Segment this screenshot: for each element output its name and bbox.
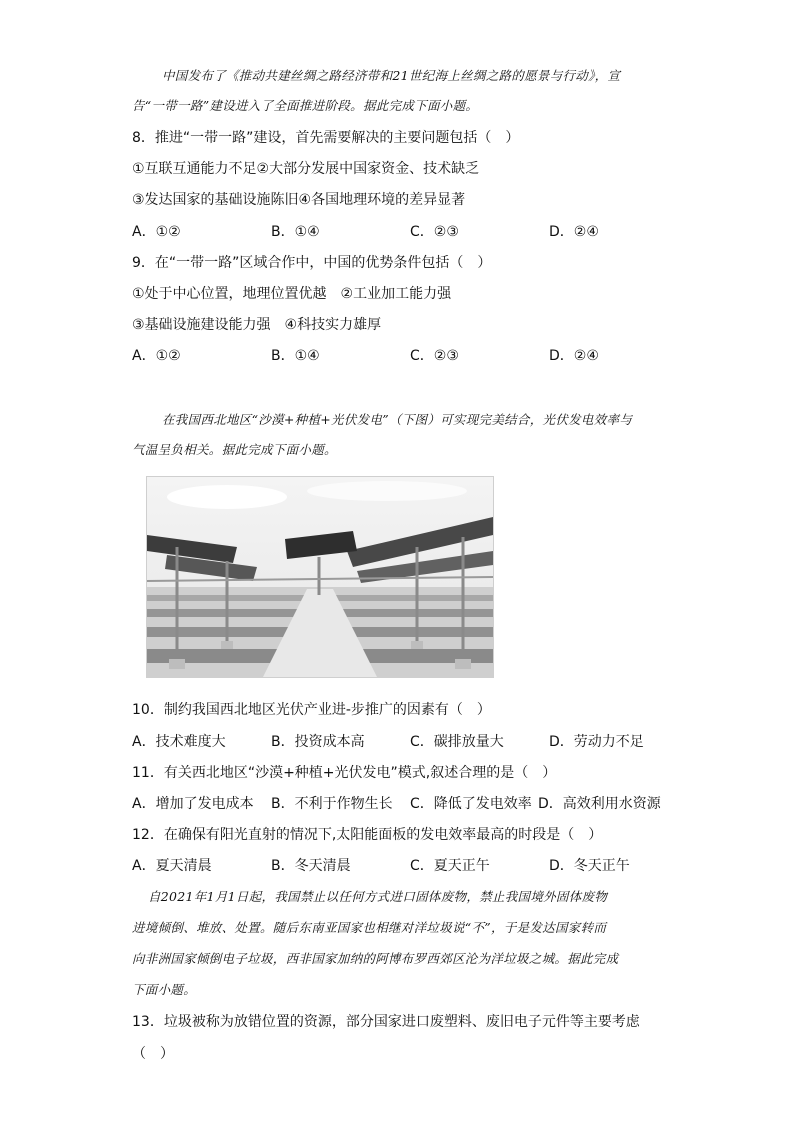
question-11-stem: 11．有关西北地区“沙漠+种植+光伏发电”模式,叙述合理的是（ ） — [132, 765, 557, 781]
question-13-stem-line2: （ ） — [132, 1046, 174, 1062]
question-12-option-a[interactable]: A．夏天清晨 — [132, 858, 212, 874]
intro-photovoltaic-line1: 在我国西北地区“沙漠+种植+光伏发电”（下图）可实现完美结合，光伏发电效率与 — [162, 412, 633, 427]
intro-belt-road-line1: 中国发布了《推动共建丝绸之路经济带和21世纪海上丝绸之路的愿景与行动》，宣 — [162, 68, 621, 83]
question-10-option-c[interactable]: C．碳排放量大 — [410, 734, 504, 750]
question-11-option-b[interactable]: B．不利于作物生长 — [271, 796, 393, 812]
question-10-option-a[interactable]: A．技术难度大 — [132, 734, 226, 750]
question-12-option-b[interactable]: B．冬天清晨 — [271, 858, 351, 874]
intro-photovoltaic-line2: 气温呈负相关。据此完成下面小题。 — [132, 442, 337, 457]
question-10-option-d[interactable]: D．劳动力不足 — [549, 734, 644, 750]
intro-belt-road-line2: 告“一带一路”建设进入了全面推进阶段。据此完成下面小题。 — [132, 98, 479, 113]
question-8-option-a[interactable]: A．①② — [132, 224, 181, 240]
question-9-option-b[interactable]: B．①④ — [271, 348, 320, 364]
question-9-items-line1: ①处于中心位置，地理位置优越 ②工业加工能力强 — [132, 286, 452, 302]
question-12-option-c[interactable]: C．夏天正午 — [410, 858, 490, 874]
question-10-option-b[interactable]: B．投资成本高 — [271, 734, 365, 750]
question-11-option-a[interactable]: A．增加了发电成本 — [132, 796, 254, 812]
question-8-stem: 8．推进“一带一路”建设，首先需要解决的主要问题包括（ ） — [132, 130, 520, 146]
question-8-option-b[interactable]: B．①④ — [271, 224, 320, 240]
question-9-option-c[interactable]: C．②③ — [410, 348, 459, 364]
question-10-stem: 10．制约我国西北地区光伏产业进-步推广的因素有（ ） — [132, 702, 491, 718]
question-9-stem: 9．在“一带一路”区域合作中，中国的优势条件包括（ ） — [132, 255, 492, 271]
question-12-option-d[interactable]: D．冬天正午 — [549, 858, 630, 874]
intro-waste-line1: 自2021年1月1日起，我国禁止以任何方式进口固体废物，禁止我国境外固体废物 — [148, 889, 608, 904]
question-9-items-line2: ③基础设施建设能力强 ④科技实力雄厚 — [132, 317, 382, 333]
question-13-stem-line1: 13．垃圾被称为放错位置的资源，部分国家进口废塑料、废旧电子元件等主要考虑 — [132, 1014, 640, 1030]
intro-waste-line3: 向非洲国家倾倒电子垃圾，西非国家加纳的阿博布罗西郊区沦为洋垃圾之城。据此完成 — [132, 951, 619, 966]
question-11-option-c[interactable]: C．降低了发电效率 — [410, 796, 532, 812]
question-11-option-d[interactable]: D．高效利用水资源 — [538, 796, 661, 812]
solar-farm-photo — [146, 476, 494, 678]
question-8-items-line1: ①互联互通能力不足②大部分发展中国家资金、技术缺乏 — [132, 161, 480, 177]
question-8-items-line2: ③发达国家的基础设施陈旧④各国地理环境的差异显著 — [132, 192, 466, 208]
question-12-stem: 12．在确保有阳光直射的情况下,太阳能面板的发电效率最高的时段是（ ） — [132, 827, 603, 843]
question-8-option-c[interactable]: C．②③ — [410, 224, 459, 240]
question-9-option-d[interactable]: D．②④ — [549, 348, 599, 364]
intro-waste-line2: 进境倾倒、堆放、处置。随后东南亚国家也相继对洋垃圾说“不”，于是发达国家转而 — [132, 920, 607, 935]
intro-waste-line4: 下面小题。 — [132, 982, 197, 997]
question-9-option-a[interactable]: A．①② — [132, 348, 181, 364]
question-8-option-d[interactable]: D．②④ — [549, 224, 599, 240]
